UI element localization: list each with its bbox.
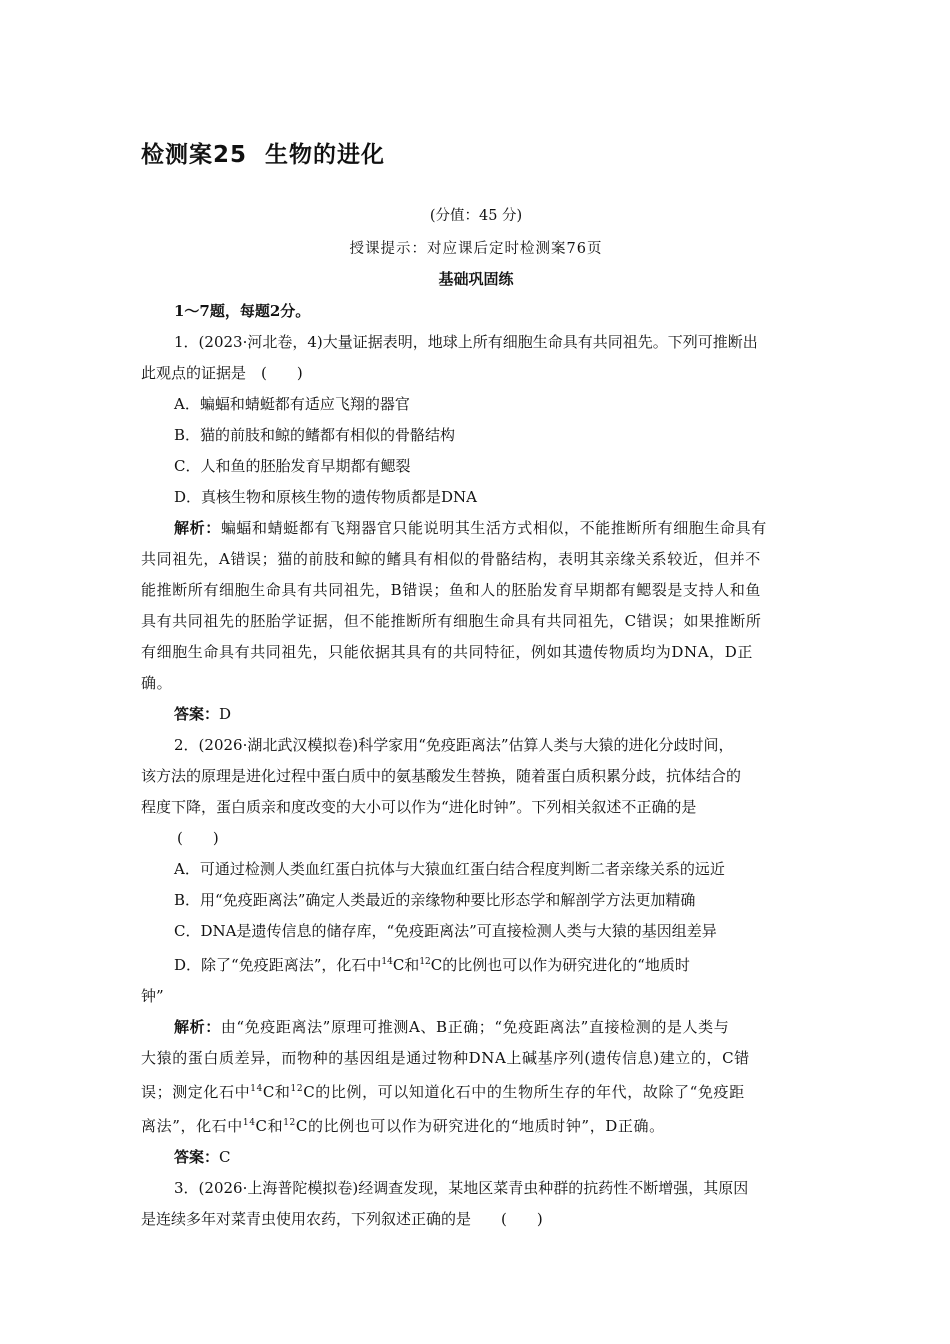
section-heading: 基础巩固练 bbox=[438, 270, 514, 288]
q1-option-c: C．人和鱼的胚胎发育早期都有鳃裂 bbox=[174, 457, 411, 475]
q1-analysis-line4: 具有共同祖先的胚胎学证据，但不能推断所有细胞生命具有共同祖先，C错误；如果推断所 bbox=[141, 612, 762, 630]
score-note: (分值：45 分) bbox=[429, 208, 523, 224]
q2-option-b: B．用“免疫距离法”确定人类最近的亲缘物种要比形态学和解剖学方法更加精确 bbox=[174, 891, 696, 909]
q2-stem-line4: ( ) bbox=[177, 829, 219, 847]
questions-body bbox=[141, 296, 811, 1235]
analysis-label: 解析： bbox=[174, 1018, 221, 1036]
answer-value: D bbox=[219, 705, 232, 723]
answer-label: 答案： bbox=[174, 705, 220, 723]
page-title bbox=[141, 136, 385, 169]
q2-analysis-line1: 解析：由“免疫距离法”原理可推测A、B正确；“免疫距离法”直接检测的是人类与 bbox=[174, 1018, 730, 1036]
q2-stem-line2: 该方法的原理是进化过程中蛋白质中的氨基酸发生替换，随着蛋白质积累分歧，抗体结合的 bbox=[141, 767, 742, 785]
q2-analysis-line3: 误；测定化石中$^{14}$C和$^{12}$C的比例，可以知道化石中的生物所生存的年代，故除了“免疫距 bbox=[141, 1083, 745, 1101]
q2-option-d: D．除了“免疫距离法”，化石中$^{14}$C和$^{12}$C的比例也可以作为研究进化的“地质时 bbox=[174, 956, 690, 974]
q1-answer bbox=[141, 699, 811, 730]
q2-option-a: A．可通过检测人类血红蛋白抗体与大猿血红蛋白结合程度判断二者亲缘关系的远近 bbox=[174, 860, 725, 878]
q2-analysis-line4: 离法”，化石中$^{14}$C和$^{12}$C的比例也可以作为研究进化的“地质时钟”，D正确。 bbox=[141, 1117, 665, 1135]
q1-analysis-line2: 共同祖先，A错误；猫的前肢和鲸的鳍具有相似的骨骼结构，表明其亲缘关系较近，但并不 bbox=[141, 550, 761, 568]
q2-option-d-cont: 钟” bbox=[141, 987, 164, 1005]
q1-analysis-line1: 解析：蝙蝠和蜻蜓都有飞翔器官只能说明其生活方式相似，不能推断所有细胞生命具有 bbox=[174, 519, 767, 537]
title-code: 检测案25 bbox=[141, 142, 248, 168]
q2-stem-line3: 程度下降，蛋白质亲和度改变的大小可以作为“进化时钟”。下列相关叙述不正确的是 bbox=[141, 798, 697, 816]
answer-label: 答案： bbox=[174, 1148, 220, 1166]
q1-stem-line1: 1．(2023·河北卷，4)大量证据表明，地球上所有细胞生命具有共同祖先。下列可推断出 bbox=[174, 333, 758, 351]
q3-stem-line2: 是连续多年对菜青虫使用农药，下列叙述正确的是 ( ) bbox=[141, 1210, 543, 1228]
q2-option-c: C．DNA是遗传信息的储存库，“免疫距离法”可直接检测人类与大猿的基因组差异 bbox=[174, 922, 717, 940]
answer-value: C bbox=[219, 1148, 231, 1166]
q1-option-b: B．猫的前肢和鲸的鳍都有相似的骨骼结构 bbox=[174, 426, 456, 444]
q2-analysis-line2: 大猿的蛋白质差异，而物种的基因组是通过物种DNA上碱基序列(遗传信息)建立的，C错 bbox=[141, 1049, 750, 1067]
q2-answer bbox=[141, 1142, 811, 1173]
q1-analysis-line6: 确。 bbox=[141, 674, 173, 692]
analysis-label: 解析： bbox=[174, 519, 221, 537]
q3-stem-line1: 3．(2026·上海普陀模拟卷)经调查发现，某地区菜青虫种群的抗药性不断增强，其原因 bbox=[174, 1179, 749, 1197]
q1-option-d: D．真核生物和原核生物的遗传物质都是DNA bbox=[174, 488, 478, 506]
q1-option-a: A．蝙蝠和蜻蜓都有适应飞翔的器官 bbox=[174, 395, 410, 413]
instruction: 1～7题，每题2分。 bbox=[174, 302, 311, 320]
teaching-hint: 授课提示：对应课后定时检测案76页 bbox=[349, 241, 603, 257]
q1-analysis-line3: 能推断所有细胞生命具有共同祖先，B错误；鱼和人的胚胎发育早期都有鳃裂是支持人和鱼 bbox=[141, 581, 762, 599]
title-name: 生物的进化 bbox=[265, 142, 386, 168]
q1-analysis-line5: 有细胞生命具有共同祖先，只能依据其具有的共同特征，例如其遗传物质均为DNA，D正 bbox=[141, 643, 754, 661]
q1-stem-line2: 此观点的证据是 ( ) bbox=[141, 364, 303, 382]
q2-stem-line1: 2．(2026·湖北武汉模拟卷)科学家用“免疫距离法”估算人类与大猿的进化分歧时间， bbox=[174, 736, 734, 754]
